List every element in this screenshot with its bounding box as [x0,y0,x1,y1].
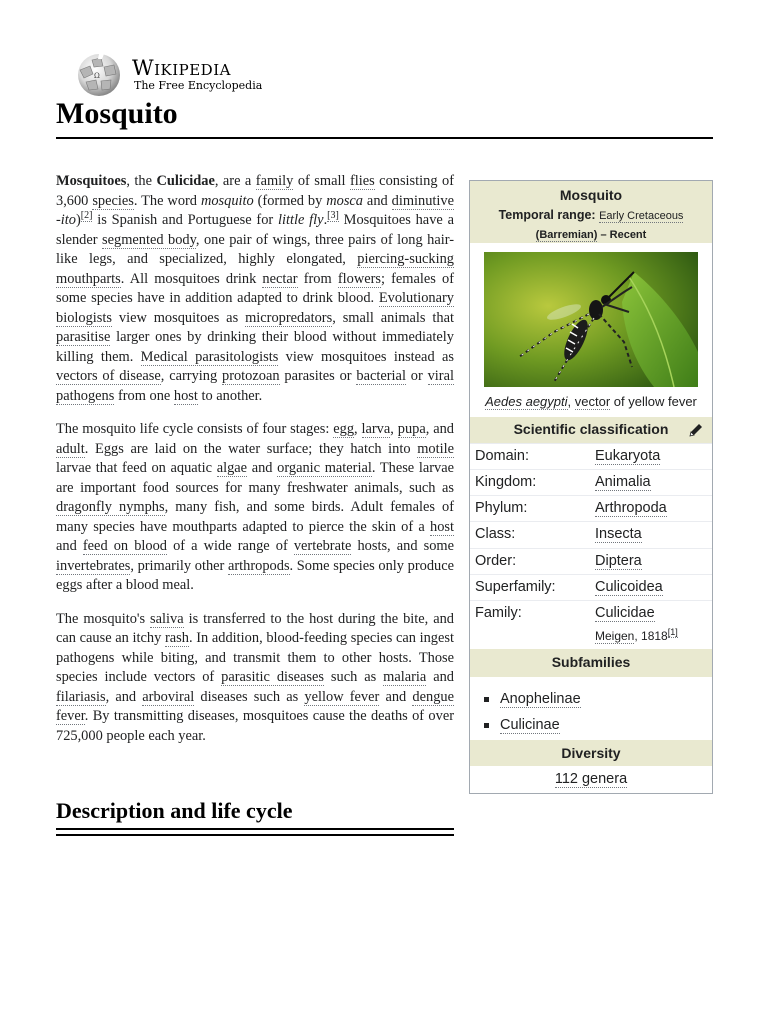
link-pupa[interactable]: pupa [397,421,426,437]
link-egg[interactable]: egg [333,421,355,437]
life-cycle-paragraph [56,420,454,596]
temporal-label: Temporal range: [498,208,596,222]
text: from one [114,387,174,404]
subfamilies-list [470,686,712,738]
section-heading: Description and life cycle [56,798,293,823]
wikipedia-wordmark[interactable]: Wikipedia [132,56,231,80]
text: (formed by [253,192,327,209]
link-diminutive[interactable]: diminutive [391,192,454,209]
link-culicinae[interactable]: Culicinae [500,717,560,733]
text: parasites or [279,368,357,384]
mosquito-image [484,252,698,387]
text: , [567,394,575,409]
text: . [323,212,328,228]
link-rash[interactable]: rash [164,630,189,646]
link-evolutionary-biologists[interactable]: Evolutionary biologists [56,290,454,326]
taxonomy-label: Class: [475,526,516,542]
text: Culicidae [156,173,215,189]
taxonomy-label: Phylum: [475,500,528,516]
link-flies[interactable]: flies [349,173,375,189]
link-pathogens[interactable]: pathogens [56,387,115,404]
temporal-range-line2 [474,227,708,243]
wikipedia-globe-icon[interactable] [74,52,124,98]
section-divider [56,834,454,836]
link-malaria[interactable]: malaria [383,669,427,685]
text: and [426,669,454,685]
text: consisting of 3,600 [56,173,454,209]
disease-paragraph [56,610,454,747]
link-aedes-aegypti[interactable]: Aedes aegypti [485,394,568,409]
citation-3[interactable]: [3] [327,210,339,222]
taxonomy-label: Superfamily: [475,579,556,595]
link-organic-material[interactable]: organic material [277,460,372,476]
link-barremian[interactable]: (Barremian) [535,229,598,241]
text: of small [293,173,350,189]
text: Mosquitoes [56,173,127,189]
text: , [354,421,362,437]
text: . These larvae are important food sources for many freshwater animals, such as [56,460,454,496]
link-anophelinae[interactable]: Anophelinae [500,691,581,707]
link-larva[interactable]: larva [361,421,391,437]
text: of yellow fever [610,394,697,409]
taxonomy-label: Domain: [475,448,529,464]
taxonomy-label: Family: [475,605,522,621]
temporal-end: – Recent [597,229,647,241]
sci-class-band [470,417,712,443]
text: larger ones by drinking their blood without immediately killing them. [56,329,454,365]
text: , many fish, and some birds. Adult females of many species have mouthparts adapted to pierce the skin of a [56,499,454,535]
link-micropredators[interactable]: micropredators [245,309,333,326]
text: or [405,368,428,384]
text: , are a [214,173,256,189]
link-medical-parasitologists[interactable]: Medical parasitologists [140,348,279,365]
link-parasitic-diseases[interactable]: parasitic diseases [221,669,324,685]
link-segmented-body[interactable]: segmented body [102,231,196,248]
link-motile[interactable]: motile [417,440,454,457]
text: . Eggs are laid on the water surface; they hatch into [84,440,418,457]
mosquito-photo[interactable] [484,252,698,387]
link-family[interactable]: family [255,173,294,189]
diversity-value [470,771,712,787]
taxonomy-label: Order: [475,553,517,569]
text: little fly [277,212,324,228]
text: - [56,212,61,228]
link-protozoan[interactable]: protozoan [222,368,280,384]
list-item [470,686,712,712]
taxonomy-label: Kingdom: [475,474,537,490]
text: , primarily other [130,557,228,574]
taxonomy-row-domain [470,443,712,470]
text: of a wide range of [167,538,294,554]
text: and [379,688,413,705]
text: . Some species only produce eggs after a blood meal. [56,557,454,593]
link-diptera[interactable]: Diptera [595,553,642,569]
text: , one pair of wings, three pairs of long hair-like legs, and specialized, highly elongated, [56,231,455,267]
text: is transferred to the host during the bite, and can cause an itchy [56,610,454,646]
link-nectar[interactable]: nectar [262,270,298,287]
text: to another. [197,387,263,404]
citation-2[interactable]: [2] [80,210,93,222]
text: The mosquito life cycle consists of four stages: [56,421,334,437]
text: , 1818 [634,629,668,643]
taxonomy-row-order [470,548,712,575]
text: such as [323,669,384,685]
link-viral[interactable]: viral [427,368,454,384]
wikipedia-tagline: The Free Encyclopedia [134,79,263,92]
text: , small animals that [332,309,454,326]
link-algae[interactable]: algae [216,460,248,476]
site-header [74,52,374,98]
pencil-edit-icon[interactable] [688,422,704,438]
text: ito [60,212,76,228]
link-arboviral[interactable]: arboviral [142,688,195,705]
link-culicoidea[interactable]: Culicoidea [595,579,663,595]
link-host[interactable]: host [430,518,454,535]
link-arthropods[interactable]: arthropods [228,557,290,574]
text: hosts, and some [351,538,454,554]
subfamilies-band [470,649,712,677]
page-title: Mosquito [56,97,178,130]
text: ; females of some species have in addition adapted to drink blood. [56,270,454,306]
text: mosquito [200,192,254,209]
article-body [56,172,454,760]
text: larvae that feed on aquatic [56,460,217,476]
text: view mosquitoes as [111,309,246,326]
link-early-cretaceous[interactable]: Early Cretaceous [599,210,684,222]
link-vectors-of-disease[interactable]: vectors of disease [56,368,161,384]
link-culicidae[interactable]: Culicidae [595,605,655,621]
diversity-heading: Diversity [561,745,621,761]
text: . All mosquitoes drink [120,270,263,287]
text: ) [76,212,81,228]
link-mouthparts[interactable]: piercing-sucking mouthparts [56,251,454,287]
citation-1[interactable]: [1] [667,627,678,637]
globe-glyph: Ω [94,72,100,80]
link-vertebrate[interactable]: vertebrate [293,538,352,554]
diversity-band [470,740,712,766]
text: from [297,270,338,287]
list-item [470,712,712,738]
text: and [56,538,83,554]
taxobox [469,180,713,794]
link-dragonfly-nymphs[interactable]: dragonfly nymphs [56,499,165,515]
text: and [247,460,278,476]
link-bacterial[interactable]: bacterial [356,368,406,384]
taxonomy-row-class [470,521,712,548]
taxonomy-row-superfamily [470,574,712,601]
link-vector[interactable]: vector [574,394,611,409]
link-eukaryota[interactable]: Eukaryota [595,448,661,464]
family-authority [595,627,678,643]
text: Mosquitoes have a slender [56,212,454,248]
link-adult[interactable]: adult [56,440,85,457]
text: view mosquitoes instead as [278,348,454,365]
link-species[interactable]: species [92,192,134,209]
link-saliva[interactable]: saliva [150,610,184,627]
text: . In addition, blood-feeding species can ingest pathogens while biting, and transmit them to other hosts. Those species include vectors of [56,630,454,685]
text: , and [105,688,143,705]
photo-caption [470,394,712,409]
link-yellow-fever[interactable]: yellow fever [304,688,380,705]
taxobox-header [470,181,712,243]
link-arthropoda[interactable]: Arthropoda [595,500,667,516]
link-112-genera[interactable]: 112 genera [554,771,628,787]
text: and [363,192,392,209]
intro-paragraph [56,172,454,406]
taxobox-title: Mosquito [559,187,623,203]
text: , and [425,421,454,437]
temporal-range [474,204,708,227]
text: . The word [133,192,201,209]
link-insecta[interactable]: Insecta [595,526,642,542]
link-parasitise[interactable]: parasitise [56,329,111,345]
subfamilies-heading: Subfamilies [551,654,631,670]
link-meigen[interactable]: Meigen [595,629,635,643]
text: . By transmitting diseases, mosquitoes cause the deaths of over 725,000 people each year. [56,708,454,744]
title-divider [56,137,713,139]
text: diseases such as [194,688,305,705]
link-host[interactable]: host [173,387,198,404]
link-flowers[interactable]: flowers [337,270,381,287]
taxonomy-row-phylum [470,495,712,522]
taxonomy-row-kingdom [470,469,712,496]
text: mosca [326,192,364,209]
link-dengue-fever[interactable]: dengue fever [56,688,454,724]
taxonomy-row-family [470,600,712,649]
text: , carrying [160,368,222,384]
link-filariasis[interactable]: filariasis [56,688,106,705]
text: The mosquito's [56,610,151,627]
text: , [390,421,398,437]
text: is Spanish and Portuguese for [92,212,278,228]
text: , the [126,173,157,189]
link-feed-on-blood[interactable]: feed on blood [82,538,167,554]
sci-class-heading: Scientific classification [513,421,669,437]
link-invertebrates[interactable]: invertebrates [56,557,131,574]
section-divider [56,828,454,830]
link-animalia[interactable]: Animalia [595,474,651,490]
